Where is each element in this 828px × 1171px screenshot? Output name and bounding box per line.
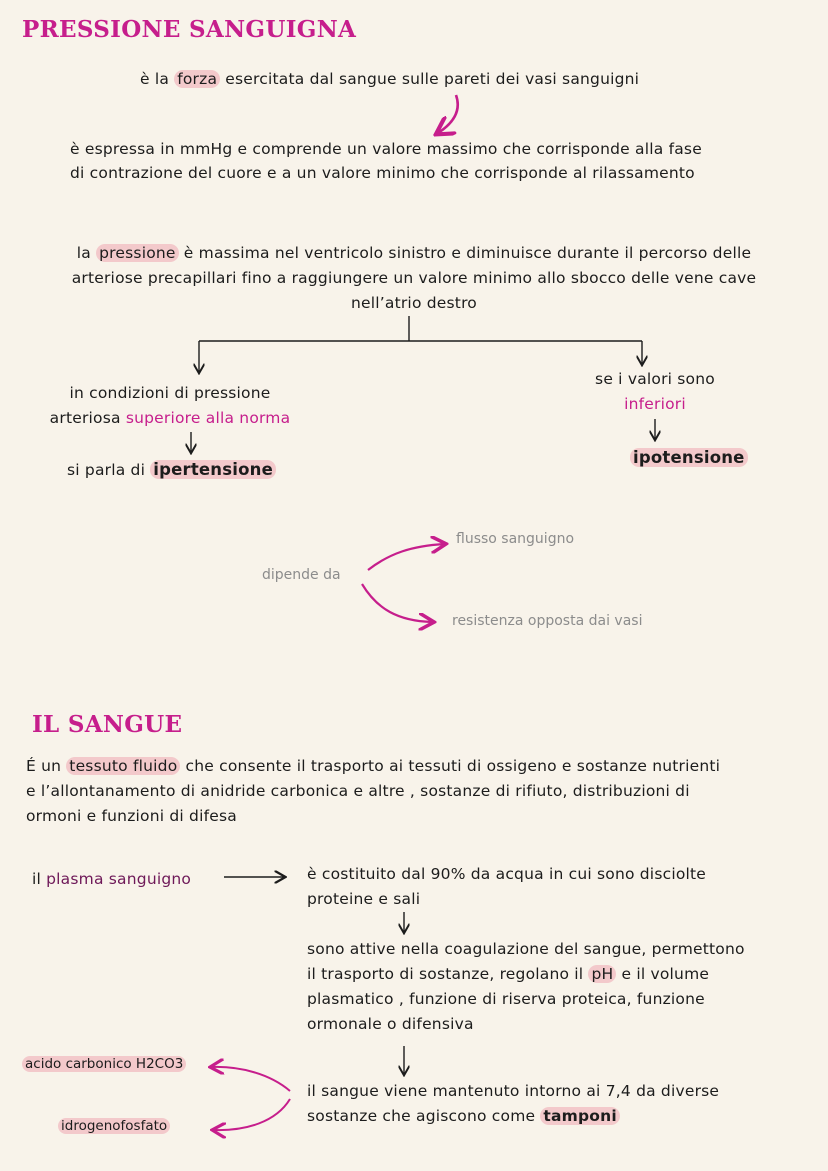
highlight-ipotensione: ipotensione [630, 448, 748, 467]
highlight-tamponi: tamponi [540, 1107, 620, 1125]
proteins-line-1: sono attive nella coagulazione del sangue, permettono [307, 940, 745, 958]
buffer-acido-carbonico: acido carbonico H2CO3 [22, 1056, 186, 1072]
composition-line-2: proteine e sali [307, 890, 421, 908]
highlight-ipertensione: ipertensione [150, 460, 276, 479]
plasma-label: il plasma sanguigno [32, 870, 192, 888]
section-title-sangue: IL SANGUE [32, 711, 183, 738]
dipende-da-label: dipende da [262, 567, 341, 583]
arrow-to-idrogeno [214, 1099, 290, 1130]
flusso-sanguigno-text: flusso sanguigno [456, 531, 575, 547]
para-line-2: arteriose precapillari fino a raggiungere un valore minimo allo sbocco delle vene cave [71, 269, 757, 287]
buffer-line-2: sostanze che agiscono come tamponi [307, 1104, 620, 1129]
sangue-def-line-1: É un tessuto fluido che consente il trasporto ai tessuti di ossigeno e sostanze nutrienti [26, 757, 721, 775]
resistenza-text: resistenza opposta dai vasi [452, 613, 643, 629]
highlight-ph: pH [588, 965, 616, 983]
right-branch-line-1: se i valori sono [595, 370, 715, 388]
left-branch-line-2: arteriosa superiore alla norma [49, 409, 291, 427]
proteins-line-2: il trasporto di sostanze, regolano il pH e il volume [307, 965, 710, 983]
para-line-3: nell’atrio destro [350, 294, 477, 312]
superiore-norma-text: superiore alla norma [125, 409, 291, 427]
composition-line-1: è costituito dal 90% da acqua in cui sono disciolte [307, 865, 707, 883]
curved-arrow-down [438, 95, 458, 133]
definition-pressione: è la forza esercitata dal sangue sulle pareti dei vasi sanguigni [140, 70, 640, 88]
arrow-to-flusso [368, 544, 444, 570]
highlight-tessuto-fluido: tessuto fluido [66, 757, 180, 775]
sangue-def-line-2: e l’allontanamento di anidride carbonica e altre , sostanze di rifiuto, distribuzioni di [26, 782, 690, 800]
inferiori-text: inferiori [624, 395, 686, 413]
para-line-1: la pressione è massima nel ventricolo sinistro e diminuisce durante il percorso delle [76, 244, 752, 262]
arrow-to-acido [212, 1067, 290, 1091]
proteins-line-4: ormonale o difensiva [307, 1015, 474, 1033]
ipotensione-line [630, 445, 748, 471]
expression-line-1: è espressa in mmHg e comprende un valore massimo che corrisponde alla fase [70, 140, 702, 158]
buffer-idrogenofosfato: idrogenofosfato [58, 1118, 170, 1134]
buffer-line-1: il sangue viene mantenuto intorno ai 7,4 da diverse [307, 1082, 720, 1100]
expression-line-2: di contrazione del cuore e a un valore minimo che corrisponde al rilassamento [70, 164, 695, 182]
highlight-forza: forza [174, 70, 220, 88]
proteins-line-3: plasmatico , funzione di riserva proteica, funzione [307, 990, 705, 1008]
section-title-pressione: PRESSIONE SANGUIGNA [22, 16, 357, 43]
arrow-to-resistenza [362, 584, 432, 622]
sangue-def-line-3: ormoni e funzioni di difesa [26, 807, 237, 825]
highlight-pressione: pressione [96, 244, 179, 262]
ipertensione-line: si parla di ipertensione [67, 457, 276, 483]
plasma-sanguigno-text: plasma sanguigno [46, 870, 192, 888]
left-branch-line-1: in condizioni di pressione [69, 384, 271, 402]
